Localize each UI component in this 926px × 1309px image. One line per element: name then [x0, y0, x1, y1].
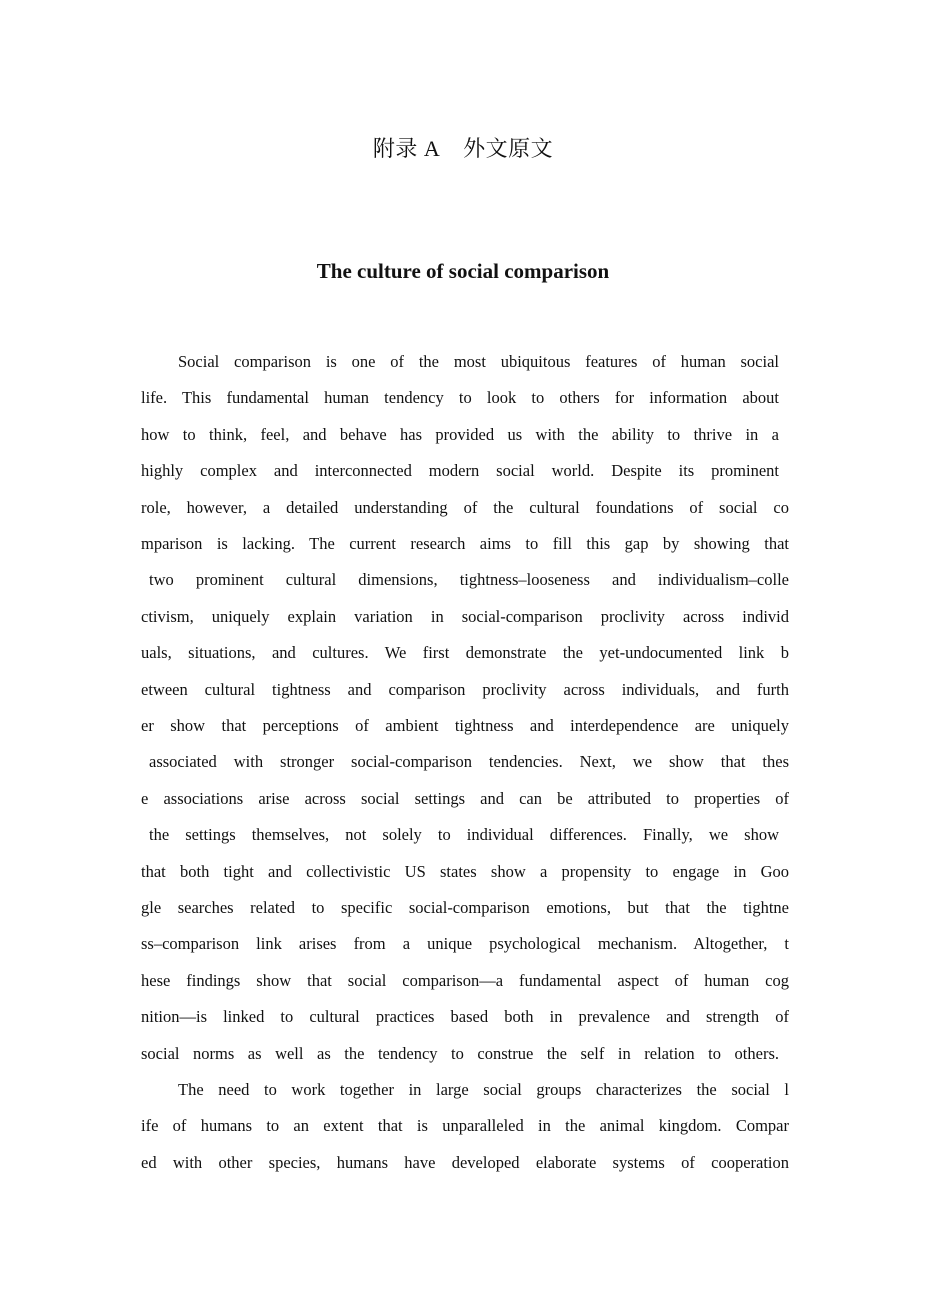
text-line: ss–comparison link arises from a unique psychological mechanism. Altogether, t — [141, 934, 789, 954]
text-line: nition—is linked to cultural practices based both in prevalence and strength of — [141, 1007, 789, 1027]
text-line: Social comparison is one of the most ubiquitous features of human social — [178, 352, 779, 371]
text-line: social norms as well as the tendency to construe the self in relation to others. — [141, 1043, 779, 1063]
text-line: role, however, a detailed understanding of the cultural foundations of social co — [141, 497, 789, 517]
text-line: uals, situations, and cultures. We first demonstrate the yet-undocumented link b — [141, 643, 789, 663]
paper-title: The culture of social comparison — [316, 259, 610, 283]
text-line: hese findings show that social comparison—a fundamental aspect of human cog — [141, 970, 789, 990]
text-line: er show that perceptions of ambient tightness and interdependence are uniquely — [141, 716, 789, 735]
text-line: mparison is lacking. The current research aims to fill this gap by showing that — [141, 534, 789, 553]
text-line: the settings themselves, not solely to individual differences. Finally, we show — [149, 825, 779, 845]
text-line: how to think, feel, and behave has provided us with the ability to thrive in a — [141, 424, 779, 444]
text-line: that both tight and collectivistic US states show a propensity to engage in Goo — [141, 861, 789, 881]
text-line: ed with other species, humans have developed elaborate systems of cooperation — [141, 1152, 789, 1172]
text-line: ctivism, uniquely explain variation in social-comparison proclivity across individ — [141, 606, 789, 626]
text-line: etween cultural tightness and comparison proclivity across individuals, and furth — [141, 679, 789, 699]
text-line: e associations arise across social settings and can be attributed to properties of — [141, 788, 789, 808]
text-line: ife of humans to an extent that is unparalleled in the animal kingdom. Compar — [141, 1116, 789, 1136]
text-line: two prominent cultural dimensions, tightness–looseness and individualism–colle — [149, 570, 789, 590]
text-line: associated with stronger social-comparison tendencies. Next, we show that thes — [149, 752, 789, 772]
text-line: highly complex and interconnected modern social world. Despite its prominent — [141, 461, 779, 481]
text-line: life. This fundamental human tendency to look to others for information about — [141, 388, 779, 408]
appendix-heading: 附录 A 外文原文 — [372, 136, 554, 161]
text-line: gle searches related to specific social-comparison emotions, but that the tightne — [141, 898, 789, 917]
text-line: The need to work together in large social groups characterizes the social l — [178, 1080, 789, 1099]
